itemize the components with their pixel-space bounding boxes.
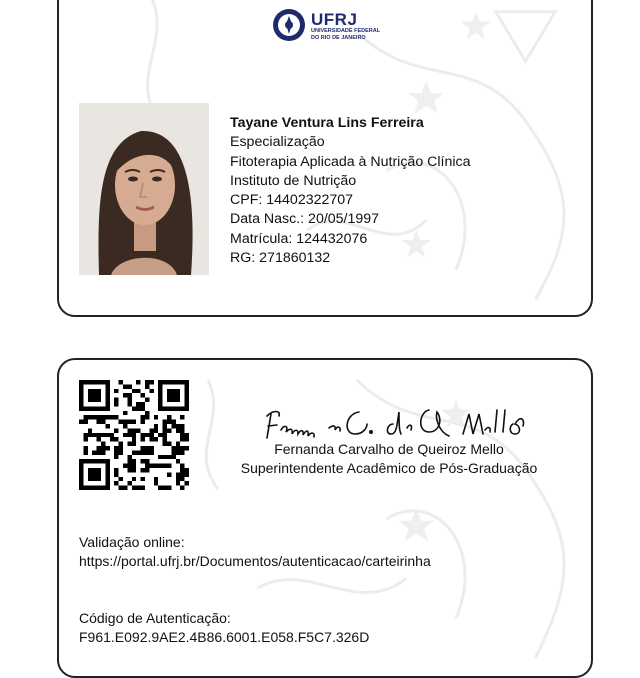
ufrj-logo bbox=[271, 6, 380, 46]
id-card-front bbox=[57, 0, 593, 317]
authentication-block bbox=[79, 609, 369, 647]
institute-name: Instituto de Nutrição bbox=[230, 172, 357, 189]
program-level: Especialização bbox=[230, 134, 325, 151]
rg-number: RG: 271860132 bbox=[230, 250, 331, 267]
student-name: Tayane Ventura Lins Ferreira bbox=[230, 115, 424, 131]
signer-name: Fernanda Carvalho de Queiroz Mello bbox=[274, 441, 504, 457]
qr-code[interactable] bbox=[79, 380, 189, 490]
signer-title: Superintendente Acadêmico de Pós-Graduação bbox=[240, 460, 538, 476]
validation-label: Validação online: bbox=[79, 534, 185, 550]
student-info bbox=[230, 114, 471, 268]
validation-url[interactable]: https://portal.ufrj.br/Documentos/autenticacao/carteirinha bbox=[79, 553, 431, 569]
logo-acronym: UFRJ bbox=[311, 10, 358, 29]
logo-line-2: DO RIO DE JANEIRO bbox=[311, 34, 366, 41]
id-card-back bbox=[57, 358, 593, 678]
birth-date: Data Nasc.: 20/05/1997 bbox=[230, 211, 380, 228]
cpf-number: CPF: 14402322707 bbox=[230, 192, 354, 209]
enrollment-number: Matrícula: 124432076 bbox=[230, 230, 368, 247]
university-seal-icon bbox=[271, 6, 307, 46]
validation-block bbox=[79, 533, 431, 571]
student-photo bbox=[79, 103, 209, 275]
logo-line-1: UNIVERSIDADE FEDERAL bbox=[311, 28, 381, 34]
authentication-code: F961.E092.9AE2.4B86.6001.E058.F5C7.326D bbox=[79, 629, 370, 645]
signer-block bbox=[219, 440, 559, 478]
course-name: Fitoterapia Aplicada à Nutrição Clínica bbox=[230, 153, 471, 170]
authentication-label: Código de Autenticação: bbox=[79, 610, 231, 626]
